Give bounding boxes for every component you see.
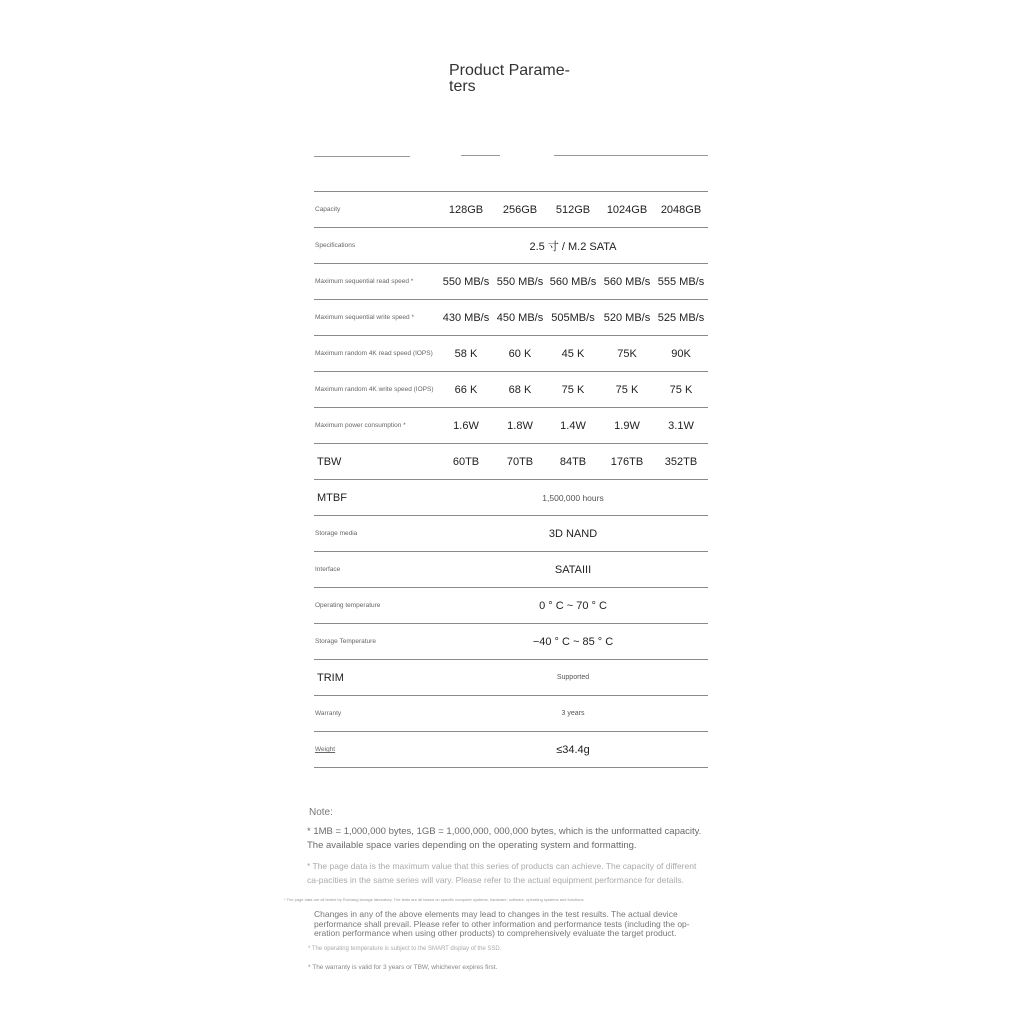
table-cell-merged: SATAIII: [554, 563, 592, 576]
table-row: [314, 300, 708, 336]
table-cell: 555 MB/s: [657, 275, 705, 288]
row-label: [315, 408, 406, 443]
table-cell: 58 K: [454, 347, 478, 360]
note-item: * 1MB = 1,000,000 bytes, 1GB = 1,000,000, 000,000 bytes, which is the unformatted capacity. The available space varies depending on the operating system and formatting.: [307, 826, 702, 851]
table-cell: 525 MB/s: [657, 311, 705, 324]
row-label-text: Maximum sequential write speed *: [315, 314, 414, 321]
table-cell: 1024GB: [606, 203, 648, 216]
row-values: [439, 336, 708, 371]
row-label-text: Maximum random 4K read speed (IOPS): [315, 350, 433, 357]
table-row: [314, 480, 708, 516]
row-label-text: Storage Temperature: [315, 638, 376, 645]
row-label-text: Maximum random 4K write speed (IOPS): [315, 386, 434, 393]
note-item: * The page data is the maximum value that this series of products can achieve. The capacity of different ca-pacities in the same series will vary. Please refer to the actual equipment performance for details.: [307, 861, 697, 885]
table-cell: 1.9W: [614, 419, 640, 432]
note-item: Changes in any of the above elements may lead to changes in the test results. The actual device performance shall prevail. Please refer to other information and performance tests (including the op-eration performance when using other products) to comprehensively evaluate the target product.: [314, 909, 690, 938]
table-cell-merged: 2.5 寸 / M.2 SATA: [529, 240, 617, 253]
table-row: [314, 408, 708, 444]
table-cell: 68 K: [508, 383, 532, 396]
table-cell-merged: 0 ° C ~ 70 ° C: [539, 599, 607, 612]
row-label: [315, 732, 335, 767]
table-cell: 66 K: [454, 383, 478, 396]
table-cell-merged: ≤34.4g: [556, 743, 590, 756]
row-label-text: TRIM: [317, 671, 344, 684]
table-row: [314, 336, 708, 372]
table-cell: 75 K: [669, 383, 693, 396]
row-label: [317, 660, 344, 695]
table-cell: 352TB: [664, 455, 698, 468]
row-values: [439, 660, 708, 695]
row-label-text: Specifications: [315, 242, 356, 249]
table-row: [314, 192, 708, 228]
table-cell: 75 K: [561, 383, 585, 396]
table-cell: 75 K: [615, 383, 639, 396]
row-label: [317, 480, 347, 515]
row-label-text: Operating temperature: [315, 602, 381, 609]
page-title-line2: ters: [449, 78, 476, 95]
table-cell: 128GB: [448, 203, 484, 216]
table-cell: 256GB: [502, 203, 538, 216]
row-values: [439, 624, 708, 659]
row-values: [439, 696, 708, 731]
row-label: [315, 192, 340, 227]
note-item: * The warranty is valid for 3 years or TBW, whichever expires first.: [308, 964, 498, 971]
table-cell: 550 MB/s: [496, 275, 544, 288]
table-cell: 176TB: [610, 455, 644, 468]
row-label-text: Maximum sequential read speed *: [315, 278, 414, 285]
row-label: [315, 516, 357, 551]
page-title: [449, 63, 579, 95]
table-row: [314, 624, 708, 660]
table-row: [314, 588, 708, 624]
row-values: [439, 732, 708, 767]
table-cell: 84TB: [559, 455, 587, 468]
row-values: [439, 480, 708, 515]
table-cell: 560 MB/s: [549, 275, 597, 288]
table-row: [314, 660, 708, 696]
table-row: [314, 552, 708, 588]
row-label: [315, 264, 413, 299]
table-cell-merged: 3 years: [561, 710, 585, 717]
table-cell: 90K: [671, 347, 691, 360]
table-cell: 70TB: [506, 455, 534, 468]
row-values: [439, 588, 708, 623]
row-label-text: MTBF: [317, 491, 347, 504]
row-label: [315, 552, 340, 587]
row-label: [317, 444, 341, 479]
table-row: [314, 732, 708, 768]
row-label-text: Warranty: [315, 710, 342, 717]
table-cell: 550 MB/s: [442, 275, 490, 288]
row-values: [439, 228, 708, 263]
note-item: * The operating temperature is subject to the SMART display of the SSD.: [308, 946, 502, 952]
note-item: * The page data are all tested by Ruixiang storage laboratory. The tests are all based on specific computer systems, hardware, software, operating systems and functions.: [284, 897, 585, 902]
row-label-text: Maximum power consumption *: [315, 422, 406, 429]
row-label: [315, 696, 341, 731]
table-cell: 1.8W: [507, 419, 533, 432]
table-row: [314, 696, 708, 732]
table-cell: 3.1W: [668, 419, 694, 432]
row-values: [439, 372, 708, 407]
decorative-line: [554, 155, 708, 156]
table-cell: 560 MB/s: [603, 275, 651, 288]
table-row: [314, 444, 708, 480]
row-values: [439, 444, 708, 479]
table-cell: 520 MB/s: [603, 311, 651, 324]
row-values: [439, 408, 708, 443]
table-cell-merged: Supported: [556, 674, 590, 681]
decorative-line: [461, 155, 500, 156]
spec-table: [314, 191, 708, 768]
row-label: [315, 336, 433, 371]
row-label: [315, 372, 433, 407]
row-label-text: TBW: [317, 455, 342, 468]
table-cell-merged: 1,500,000 hours: [542, 492, 604, 503]
page-title-line1: Product Parame-: [449, 62, 570, 79]
row-label: [315, 588, 380, 623]
table-cell: 45 K: [561, 347, 585, 360]
row-label-text: Weight: [315, 746, 336, 753]
row-values: [439, 264, 708, 299]
table-row: [314, 264, 708, 300]
row-label-text: Interface: [315, 566, 341, 573]
table-cell-merged: −40 ° C ~ 85 ° C: [532, 635, 614, 648]
table-cell: 1.4W: [560, 419, 586, 432]
row-label-text: Capacity: [315, 206, 341, 213]
row-label: [315, 228, 355, 263]
row-values: [439, 516, 708, 551]
table-row: [314, 372, 708, 408]
table-cell: 1.6W: [453, 419, 479, 432]
table-cell: 60 K: [508, 347, 532, 360]
decorative-line: [314, 156, 410, 157]
row-label: [315, 300, 414, 335]
row-label: [315, 624, 376, 659]
table-cell-merged: 3D NAND: [548, 527, 598, 540]
row-label-text: Storage media: [315, 530, 358, 537]
table-cell: 75K: [617, 347, 637, 360]
table-row: [314, 228, 708, 264]
row-values: [439, 552, 708, 587]
row-values: [439, 300, 708, 335]
table-cell: 2048GB: [660, 203, 702, 216]
row-values: [439, 192, 708, 227]
table-cell: 430 MB/s: [442, 311, 490, 324]
table-cell: 505MB/s: [551, 311, 595, 324]
table-cell: 450 MB/s: [496, 311, 544, 324]
table-row: [314, 516, 708, 552]
notes-heading: Note:: [309, 807, 333, 818]
table-cell: 512GB: [555, 203, 591, 216]
table-cell: 60TB: [452, 455, 480, 468]
